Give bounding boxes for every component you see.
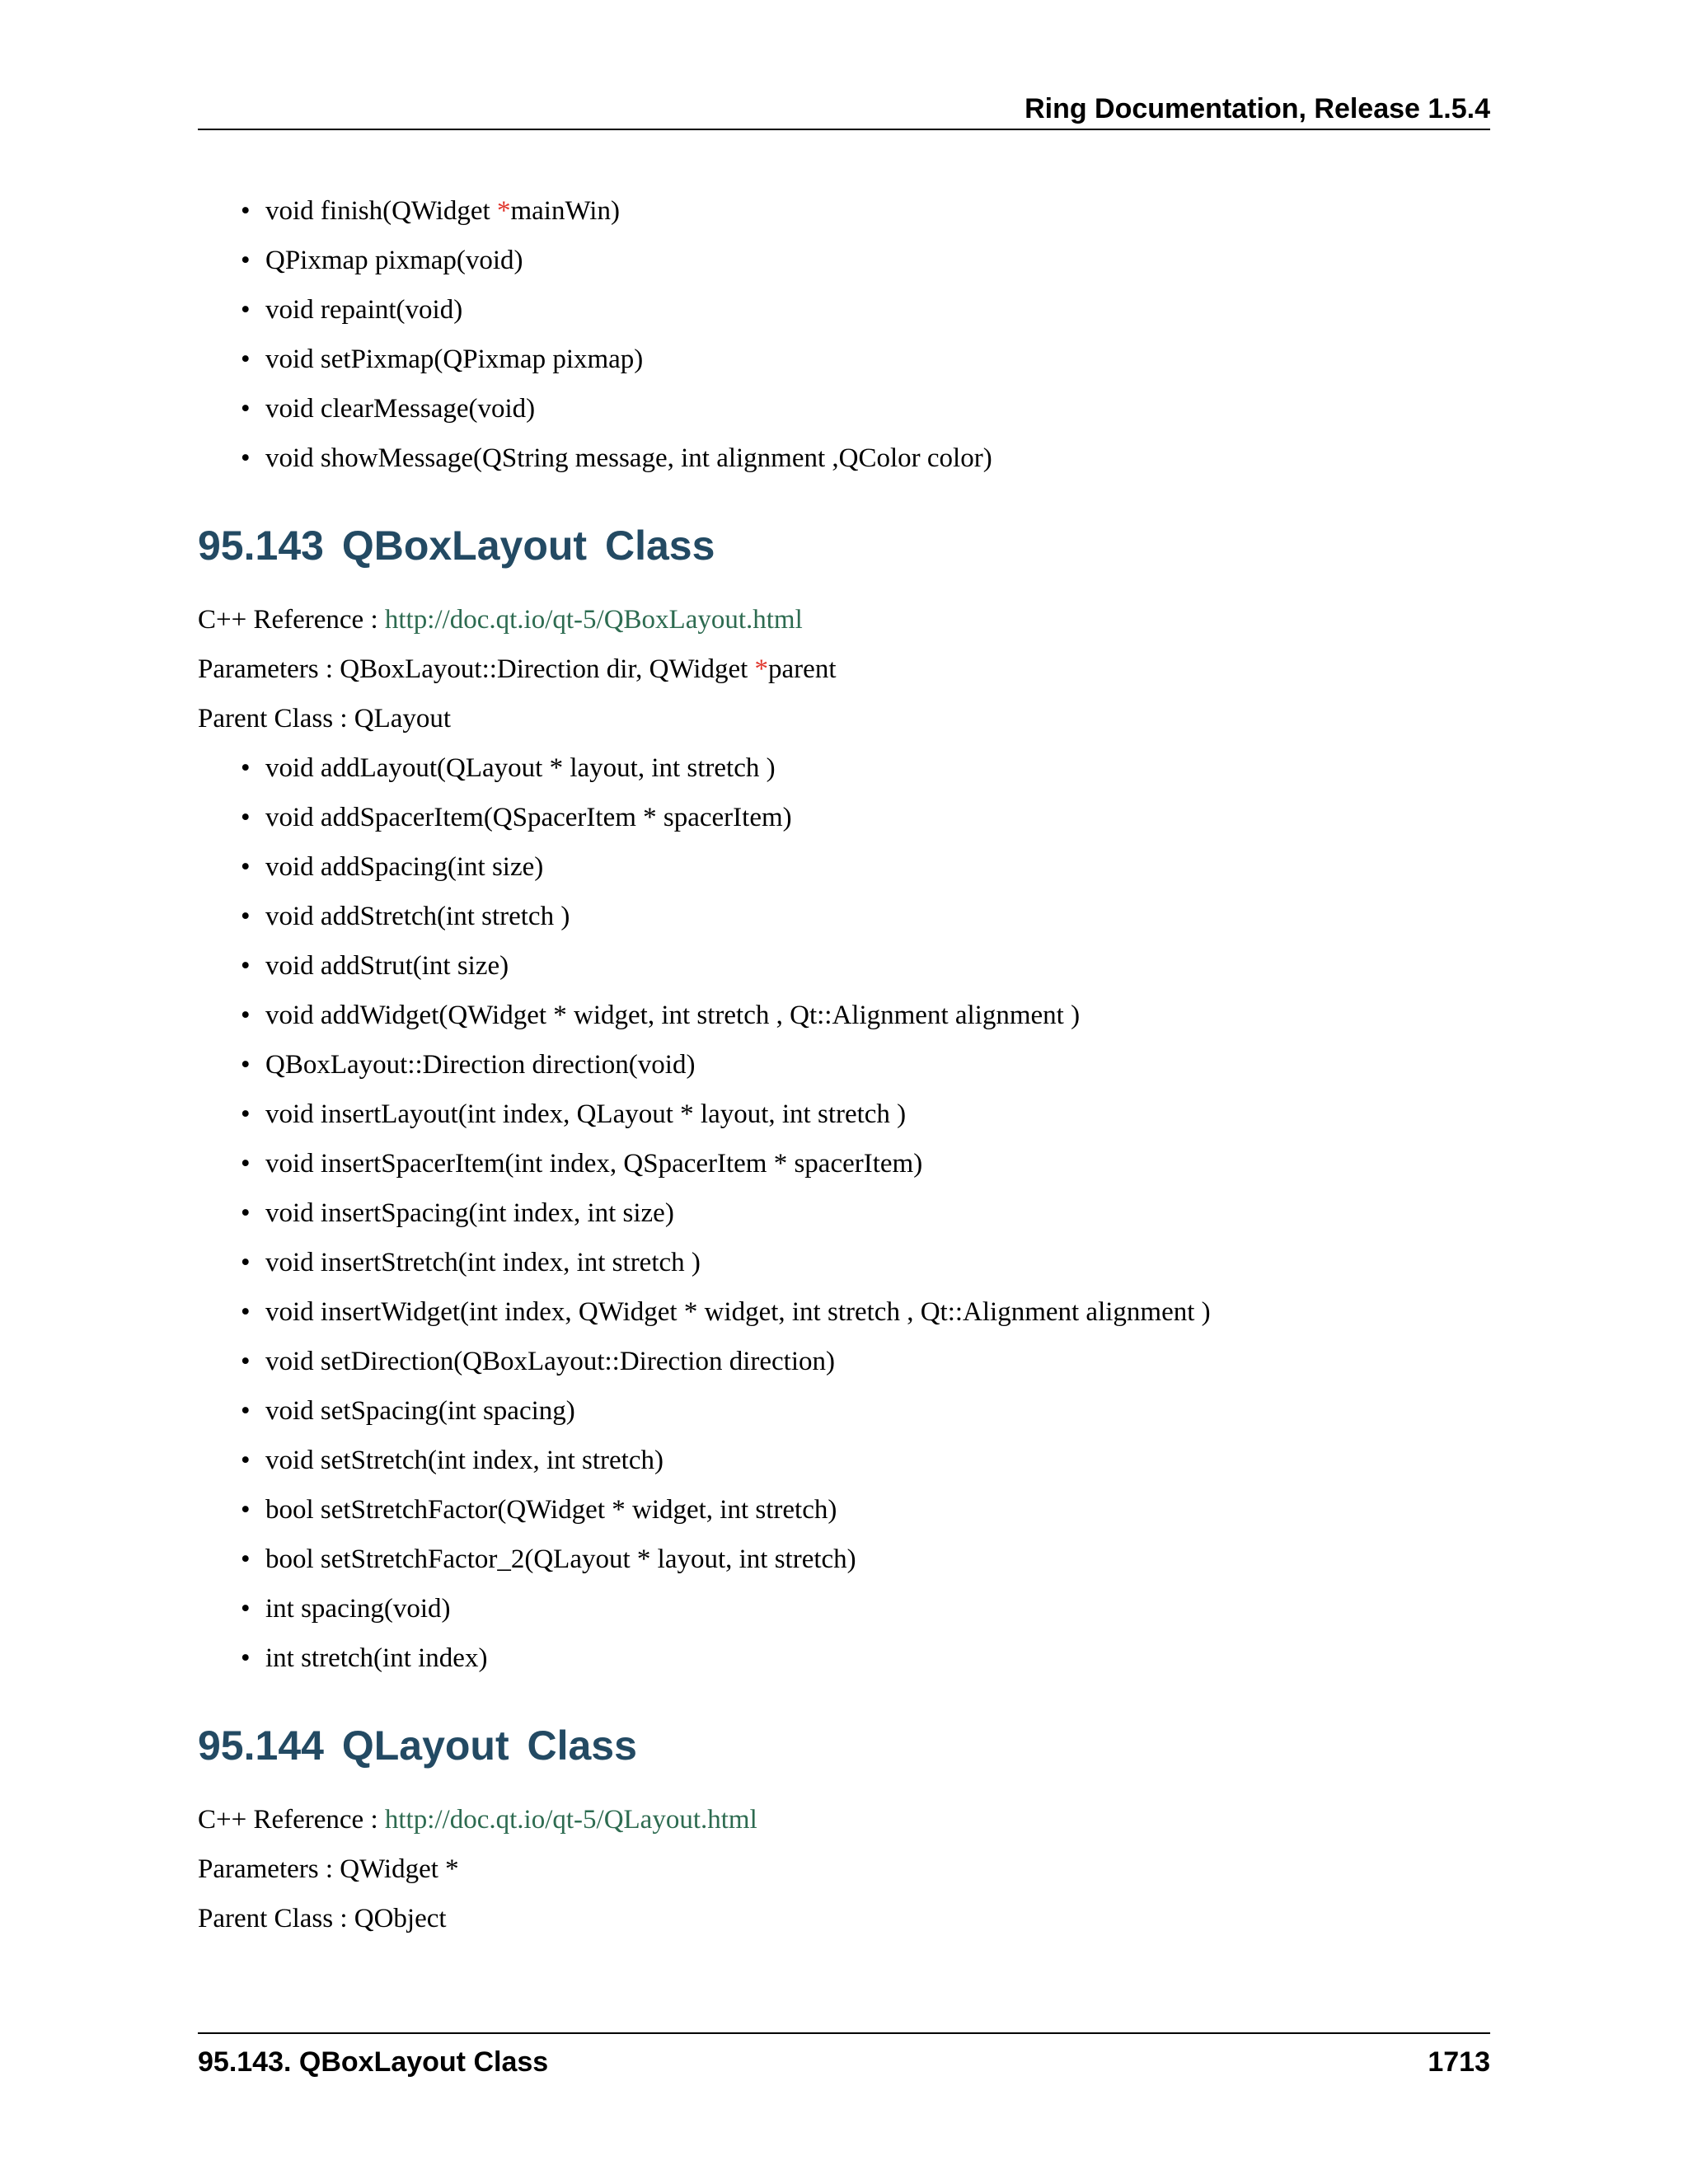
list-item: • void addLayout(QLayout * layout, int stretch ): [265, 752, 1490, 801]
section-heading-qboxlayout: 95.143 QBoxLayout Class: [198, 523, 715, 569]
cpp-reference-link[interactable]: http://doc.qt.io/qt-5/QLayout.html: [384, 1805, 757, 1835]
page-header: [198, 89, 1490, 130]
list-item: • void setSpacing(int spacing): [265, 1394, 1490, 1444]
list-item: • void repaint(void): [265, 293, 1490, 343]
page-content: [198, 194, 1490, 1952]
footer-section-title: 95.143. QBoxLayout Class: [198, 2046, 549, 2078]
list-item: • void insertSpacerItem(int index, QSpacerItem * spacerItem): [265, 1147, 1490, 1197]
list-item: • void addSpacerItem(QSpacerItem * spacerItem): [265, 801, 1490, 851]
list-item: • void clearMessage(void): [265, 392, 1490, 442]
pointer-asterisk: *: [496, 196, 511, 226]
list-item: • void showMessage(QString message, int alignment ,QColor color): [265, 442, 1490, 491]
list-item: • QPixmap pixmap(void): [265, 244, 1490, 293]
list-item: • void insertWidget(int index, QWidget * widget, int stretch , Qt::Alignment alignment ): [265, 1296, 1490, 1345]
document-title: Ring Documentation, Release 1.5.4: [1025, 93, 1490, 124]
page-number: 1713: [1428, 2046, 1490, 2078]
list-item: • void addWidget(QWidget * widget, int stretch , Qt::Alignment alignment ): [265, 999, 1490, 1048]
cpp-reference: C++ Reference : http://doc.qt.io/qt-5/QLayout.html: [198, 1805, 757, 1835]
list-item: • void addSpacing(int size): [265, 851, 1490, 900]
list-item: • void setStretch(int index, int stretch): [265, 1444, 1490, 1493]
list-item: • int stretch(int index): [265, 1642, 1490, 1691]
list-item: • void insertLayout(int index, QLayout * layout, int stretch ): [265, 1098, 1490, 1147]
parameters: Parameters : QBoxLayout::Direction dir, QWidget *parent: [198, 654, 837, 684]
list-item: • void addStretch(int stretch ): [265, 900, 1490, 949]
list-item: • int spacing(void): [265, 1592, 1490, 1642]
list-item: • void setDirection(QBoxLayout::Direction direction): [265, 1345, 1490, 1394]
list-item: • bool setStretchFactor_2(QLayout * layout, int stretch): [265, 1543, 1490, 1592]
cpp-reference-link[interactable]: http://doc.qt.io/qt-5/QBoxLayout.html: [384, 605, 803, 635]
list-item: • void addStrut(int size): [265, 949, 1490, 999]
parent-class: Parent Class : QLayout: [198, 704, 452, 733]
splash-screen-method-list: [198, 194, 1490, 491]
list-item: • bool setStretchFactor(QWidget * widget, int stretch): [265, 1493, 1490, 1543]
section-heading-qlayout: 95.144 QLayout Class: [198, 1722, 637, 1769]
cpp-reference: C++ Reference : http://doc.qt.io/qt-5/QBoxLayout.html: [198, 605, 803, 635]
list-item: • void finish(QWidget *mainWin): [265, 194, 1490, 244]
page-footer: [198, 2032, 1490, 2080]
parent-class: Parent Class : QObject: [198, 1904, 447, 1933]
list-item: • void insertSpacing(int index, int size): [265, 1197, 1490, 1246]
parameters: Parameters : QWidget *: [198, 1854, 459, 1884]
list-item: • void setPixmap(QPixmap pixmap): [265, 343, 1490, 392]
list-item: • void insertStretch(int index, int stretch ): [265, 1246, 1490, 1296]
qboxlayout-method-list: [198, 752, 1490, 1691]
pointer-asterisk: *: [754, 654, 769, 684]
list-item: • QBoxLayout::Direction direction(void): [265, 1048, 1490, 1098]
